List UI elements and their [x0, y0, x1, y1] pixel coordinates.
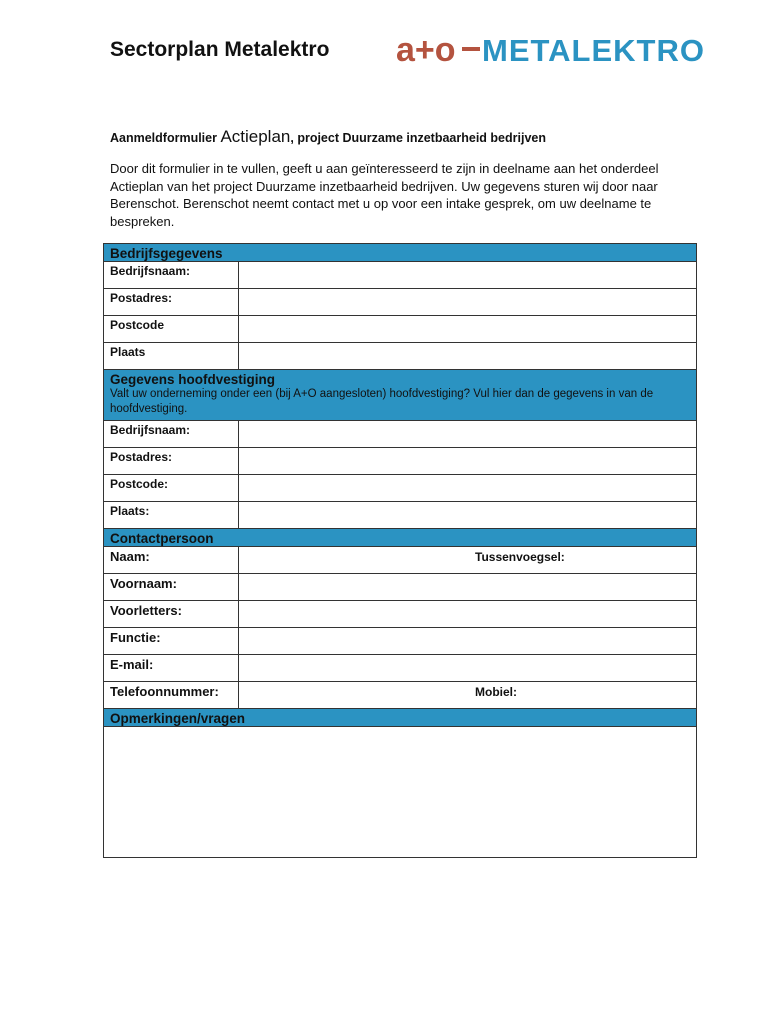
row-voornaam — [104, 574, 696, 601]
input-plaats[interactable] — [239, 343, 696, 369]
input-postadres[interactable] — [239, 289, 696, 315]
label-mobiel: Mobiel: — [475, 685, 517, 699]
row-hoofd-plaats — [104, 502, 696, 529]
label-hoofd-bedrijfsnaam: Bedrijfsnaam: — [104, 421, 239, 447]
row-hoofd-postadres — [104, 448, 696, 475]
input-hoofd-plaats[interactable] — [239, 502, 696, 528]
row-hoofd-postcode — [104, 475, 696, 502]
section-hoofdvestiging — [104, 370, 696, 421]
row-voorletters — [104, 601, 696, 628]
label-voorletters: Voorletters: — [104, 601, 239, 627]
subtitle-suffix: , project Duurzame inzetbaarheid bedrijven — [290, 131, 546, 145]
row-telefoon — [104, 682, 696, 709]
label-hoofd-postcode: Postcode: — [104, 475, 239, 501]
ao-metalektro-logo — [396, 30, 726, 70]
page-title: Sectorplan Metalektro — [110, 38, 330, 61]
label-postadres: Postadres: — [104, 289, 239, 315]
logo-part-ao: a+o — [396, 31, 456, 69]
row-postcode — [104, 316, 696, 343]
label-hoofd-plaats: Plaats: — [104, 502, 239, 528]
intro-text: Door dit formulier in te vullen, geeft u aan geïnteresseerd te zijn in deelname aan het onderdeel Actieplan van het project Duurzame inzetbaarheid bedrijven. Uw gegevens sturen wij door naar Berenschot. Berenschot neemt contact met u op voor een intake gesprek, om uw deelname te bespreken. — [110, 161, 659, 229]
label-plaats: Plaats — [104, 343, 239, 369]
label-hoofd-postadres: Postadres: — [104, 448, 239, 474]
input-voornaam[interactable] — [239, 574, 696, 600]
input-functie[interactable] — [239, 628, 696, 654]
input-hoofd-bedrijfsnaam[interactable] — [239, 421, 696, 447]
label-email: E-mail: — [104, 655, 239, 681]
row-plaats — [104, 343, 696, 370]
registration-form — [103, 243, 697, 858]
hoofdvestiging-heading: Gegevens hoofdvestiging — [110, 372, 276, 387]
input-naam[interactable] — [239, 547, 696, 573]
label-functie: Functie: — [104, 628, 239, 654]
form-subtitle — [110, 127, 546, 147]
section-opmerkingen: Opmerkingen/vragen — [104, 709, 696, 727]
row-postadres — [104, 289, 696, 316]
input-email[interactable] — [239, 655, 696, 681]
label-telefoon: Telefoonnummer: — [104, 682, 239, 708]
input-opmerkingen[interactable] — [104, 727, 696, 857]
hoofdvestiging-note: Valt uw onderneming onder een (bij A+O aangesloten) hoofdvestiging? Vul hier dan de gegevens in van de hoofdvestiging. — [110, 388, 654, 415]
input-bedrijfsnaam[interactable] — [239, 262, 696, 288]
row-bedrijfsnaam — [104, 262, 696, 289]
section-contactpersoon: Contactpersoon — [104, 529, 696, 547]
row-naam — [104, 547, 696, 574]
input-hoofd-postadres[interactable] — [239, 448, 696, 474]
label-naam: Naam: — [104, 547, 239, 573]
logo-part-metalektro: METALEKTRO — [482, 33, 705, 68]
row-email — [104, 655, 696, 682]
row-hoofd-bedrijfsnaam — [104, 421, 696, 448]
label-postcode: Postcode — [104, 316, 239, 342]
label-voornaam: Voornaam: — [104, 574, 239, 600]
label-bedrijfsnaam: Bedrijfsnaam: — [104, 262, 239, 288]
row-functie — [104, 628, 696, 655]
input-postcode[interactable] — [239, 316, 696, 342]
subtitle-actieplan: Actieplan — [220, 127, 291, 146]
label-tussenvoegsel: Tussenvoegsel: — [475, 550, 565, 564]
input-hoofd-postcode[interactable] — [239, 475, 696, 501]
input-telefoon[interactable] — [239, 682, 696, 708]
subtitle-prefix: Aanmeldformulier — [110, 131, 221, 145]
input-voorletters[interactable] — [239, 601, 696, 627]
section-bedrijfsgegevens: Bedrijfsgegevens — [104, 244, 696, 262]
